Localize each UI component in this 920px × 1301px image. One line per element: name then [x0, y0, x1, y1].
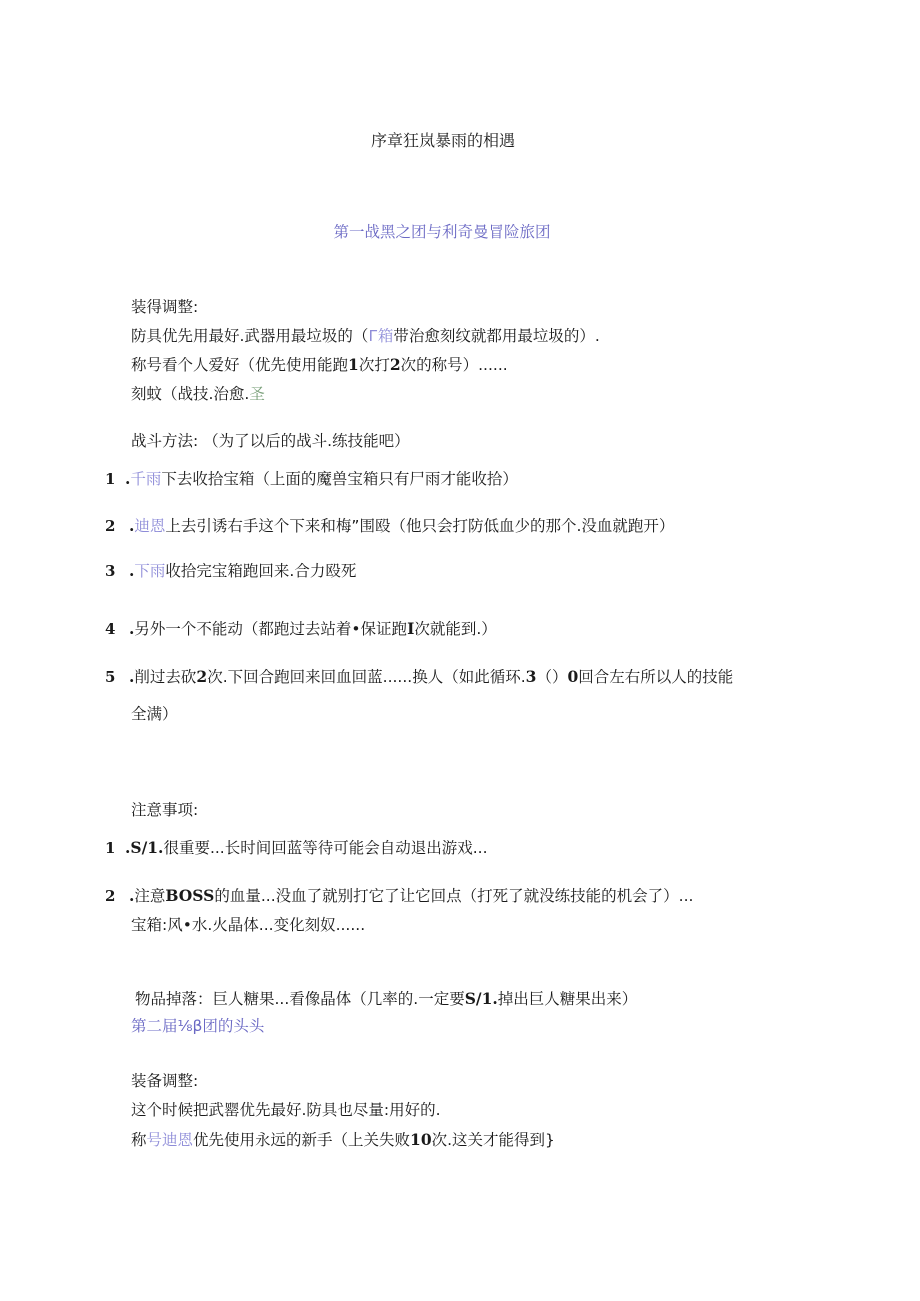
highlight-box: Г箱	[368, 327, 394, 345]
section2-equip-weapon: 这个时候把武罂优先最好.防具也尽量:用好的.	[131, 1101, 441, 1119]
battle-method-title: 战斗方法: （为了以后的战斗.练技能吧）	[131, 432, 410, 450]
note-2: .注意BOSS的血量...没血了就别打它了让它回点（打死了就没练技能的机会了）...	[129, 886, 694, 905]
step-number: 2	[105, 517, 116, 535]
equip-line-engraving: 刻蚊（战技.治愈.圣	[131, 385, 265, 403]
note-number: 2	[105, 887, 116, 905]
section2-equip-title: 装备调整:	[131, 1072, 199, 1090]
note-1: .S/1.很重要...长时间回蓝等待可能会自动退出游戏...	[125, 838, 488, 857]
step-5: .削过去砍2次.下回合跑回来回血回蓝......换人（如此循环.3（）0回合左右所以人的技能	[129, 667, 734, 686]
equip-line-title: 称号看个人爱好（优先使用能跑1次打2次的称号）......	[131, 355, 508, 374]
step-1: .千雨下去收拾宝箱（上面的魔兽宝箱只有尸雨才能收拾）	[125, 469, 518, 488]
equip-line-armor: 防具优先用最好.武器用最垃圾的（Г箱带治愈刻纹就都用最垃圾的）.	[131, 327, 600, 345]
note-2-continuation: 宝箱:风•水.火晶体...变化刻奴......	[131, 916, 366, 934]
step-number: 5	[105, 668, 116, 686]
step-number: 3	[105, 562, 116, 580]
page-title: 序章狂岚暴雨的相遇	[370, 131, 515, 150]
equip-adjust-title: 装得调整:	[131, 298, 199, 316]
step-2: .迪恩上去引诱右手这个下来和梅”围殴（他只会打防低血少的那个.没血就跑开）	[129, 516, 675, 535]
section2-heading: 第二届⅛β团的头头	[131, 1017, 265, 1035]
item-drops: 物品掉落：巨人糖果...看像晶体（几率的.一定要S/1.掉出巨人糖果出来）	[135, 989, 638, 1008]
step-5-continuation: 全满）	[131, 705, 178, 723]
section1-heading: 第一战黑之团与利奇曼冒险旅团	[333, 223, 551, 241]
step-3: .下雨收拾完宝箱跑回来.合力殴死	[129, 561, 357, 580]
step-number: 1	[105, 470, 116, 488]
notes-title: 注意事项:	[131, 801, 199, 819]
step-number: 4	[105, 620, 116, 638]
section2-equip-title-line: 称号迪恩优先使用永远的新手（上关失败10次.这关才能得到}	[131, 1130, 555, 1149]
step-4: .另外一个不能动（都跑过去站着•保证跑I次就能到.）	[129, 619, 497, 638]
note-number: 1	[105, 839, 116, 857]
